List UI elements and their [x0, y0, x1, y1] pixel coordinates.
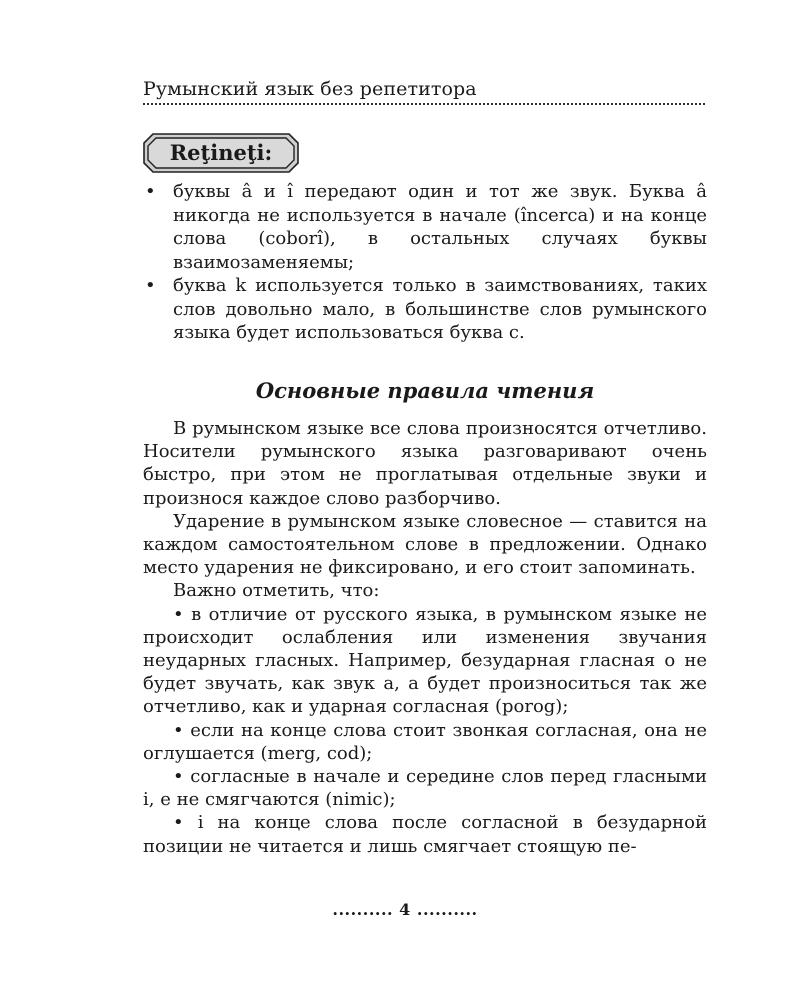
note-item [143, 180, 707, 274]
bullet-icon: • [145, 275, 156, 296]
list-paragraph: • в отличие от русского языка, в румынском языке не происходит ослабления или изменения звучания неударных гласных. Например, безударная гласная o не будет звучать, как звук a, а будет произноситься так же отчетливо, как и ударная согласная (porog); [143, 603, 707, 718]
paragraph: Важно отметить, что: [173, 580, 380, 602]
section-title: Основные правила чтения [255, 378, 595, 403]
list-paragraph: • i на конце слова после согласной в безударной позиции не читается и лишь смягчает стоящую пе- [143, 812, 707, 857]
note-list [143, 180, 707, 345]
paragraph: Ударение в румынском языке словесное — ставится на каждом самостоятельном слове в предложении. Однако место ударения не фиксировано, и его стоит запоминать. [143, 510, 707, 579]
page-number-footer [330, 900, 480, 919]
header-dotted-rule [143, 103, 705, 105]
list-paragraph: • если на конце слова стоит звонкая согласная, она не оглушается (merg, cod); [143, 719, 707, 764]
note-item-text: буква k используется только в заимствованиях, таких слов довольно мало, в большинстве слов румынского языка будет использоваться буква c. [173, 275, 707, 343]
list-paragraph: • согласные в начале и середине слов перед гласными i, e не смягчаются (nimic); [143, 766, 707, 811]
badge-label: Reţineţi: [169, 140, 273, 165]
body-text [143, 417, 707, 858]
folio-leader-right: .......... [416, 900, 478, 919]
note-item-text: буквы â и î передают один и тот же звук. Буква â никогда не используется в начале (încerca) и на конце слова (coborî), в остальных случаях буквы взаимозаменяемы; [173, 181, 707, 273]
page-number: 4 [399, 900, 411, 919]
bullet-icon: • [145, 181, 156, 202]
note-badge [143, 133, 299, 173]
paragraph: В румынском языке все слова произносятся отчетливо. Носители румынского языка разговаривают очень быстро, при этом не проглатывая отдельные звуки и произнося каждое слово разборчиво. [143, 418, 707, 509]
folio-leader-left: .......... [332, 900, 394, 919]
note-item [143, 274, 707, 345]
running-header: Румынский язык без репетитора [143, 78, 477, 100]
